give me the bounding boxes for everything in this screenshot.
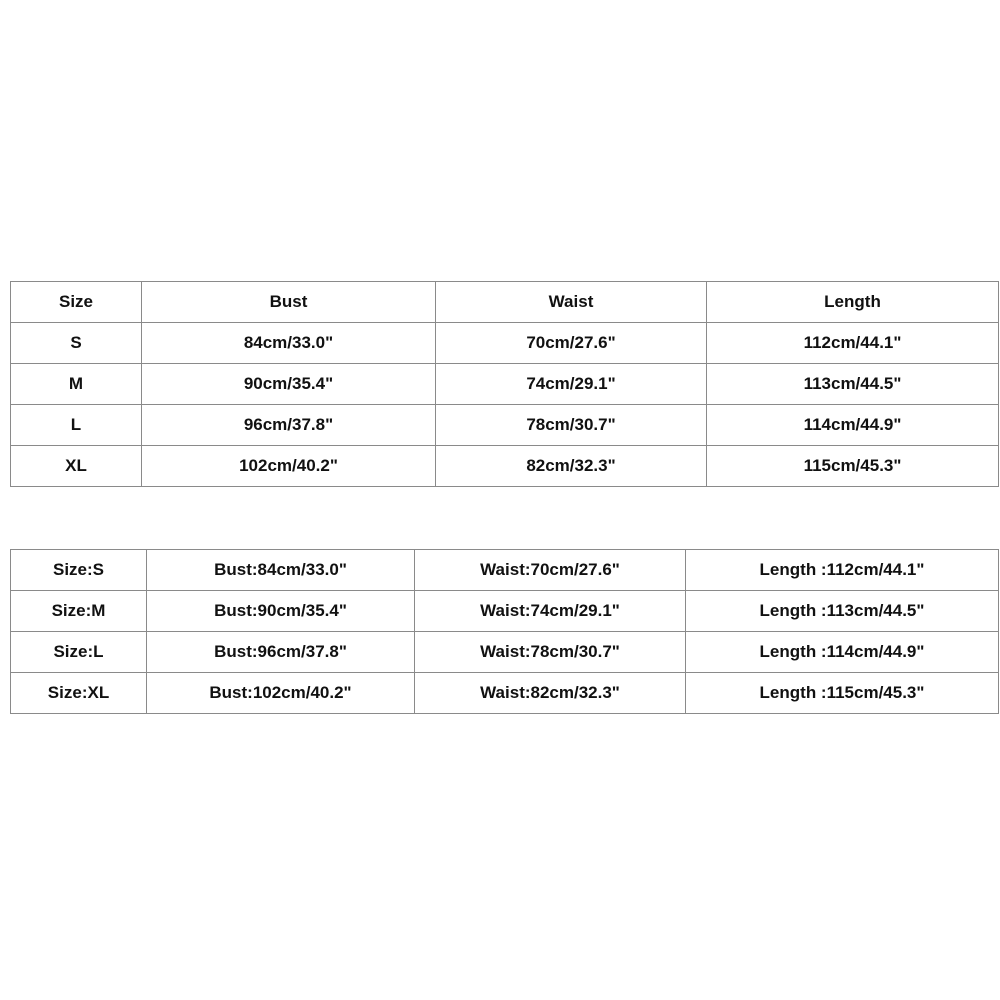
waist-cell: 70cm/27.6" [436, 323, 707, 364]
size-cell: Size:L [11, 632, 147, 673]
bust-cell: 96cm/37.8" [142, 405, 436, 446]
header-length: Length [707, 282, 999, 323]
bust-cell: Bust:102cm/40.2" [147, 673, 415, 714]
length-cell: 113cm/44.5" [707, 364, 999, 405]
table-row [11, 405, 999, 446]
length-cell: Length :115cm/45.3" [686, 673, 999, 714]
waist-cell: Waist:78cm/30.7" [415, 632, 686, 673]
size-cell: Size:S [11, 550, 147, 591]
size-cell: S [11, 323, 142, 364]
table-row [11, 364, 999, 405]
waist-cell: Waist:74cm/29.1" [415, 591, 686, 632]
bust-cell: Bust:84cm/33.0" [147, 550, 415, 591]
length-cell: 114cm/44.9" [707, 405, 999, 446]
size-cell: M [11, 364, 142, 405]
size-cell: L [11, 405, 142, 446]
waist-cell: 82cm/32.3" [436, 446, 707, 487]
size-detail-table [10, 549, 999, 714]
size-chart-table [10, 281, 999, 487]
length-cell: Length :112cm/44.1" [686, 550, 999, 591]
bust-cell: 102cm/40.2" [142, 446, 436, 487]
table-header-row [11, 282, 999, 323]
header-bust: Bust [142, 282, 436, 323]
table-row [11, 632, 999, 673]
size-cell: Size:XL [11, 673, 147, 714]
table-row [11, 446, 999, 487]
table-row [11, 550, 999, 591]
bust-cell: 84cm/33.0" [142, 323, 436, 364]
bust-cell: Bust:90cm/35.4" [147, 591, 415, 632]
length-cell: 112cm/44.1" [707, 323, 999, 364]
table-row [11, 673, 999, 714]
length-cell: 115cm/45.3" [707, 446, 999, 487]
bust-cell: Bust:96cm/37.8" [147, 632, 415, 673]
table-row [11, 591, 999, 632]
waist-cell: 74cm/29.1" [436, 364, 707, 405]
table-row [11, 323, 999, 364]
length-cell: Length :113cm/44.5" [686, 591, 999, 632]
header-size: Size [11, 282, 142, 323]
size-cell: XL [11, 446, 142, 487]
header-waist: Waist [436, 282, 707, 323]
waist-cell: Waist:82cm/32.3" [415, 673, 686, 714]
length-cell: Length :114cm/44.9" [686, 632, 999, 673]
waist-cell: Waist:70cm/27.6" [415, 550, 686, 591]
size-cell: Size:M [11, 591, 147, 632]
bust-cell: 90cm/35.4" [142, 364, 436, 405]
waist-cell: 78cm/30.7" [436, 405, 707, 446]
